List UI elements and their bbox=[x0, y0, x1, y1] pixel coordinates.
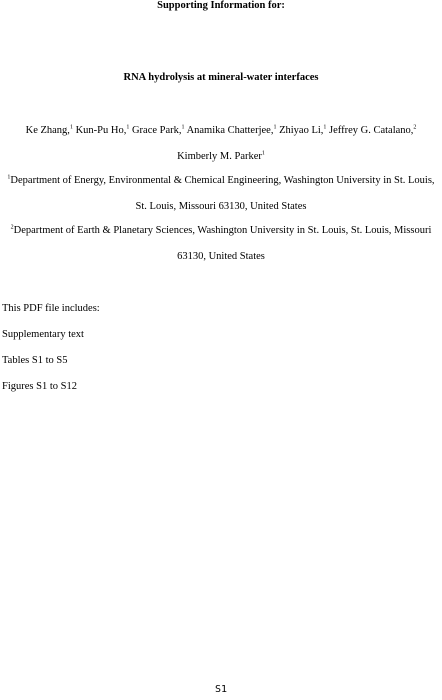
author-affiliation-marker: 1 bbox=[126, 124, 130, 131]
author-name: Zhiyao Li, bbox=[279, 125, 324, 136]
supporting-info-heading: Supporting Information for: bbox=[157, 0, 285, 11]
author-affiliation-marker: 1 bbox=[323, 124, 327, 131]
author-name: Anamika Chatterjee, bbox=[186, 125, 274, 136]
affiliation-line bbox=[3, 168, 439, 194]
author-name: Grace Park, bbox=[131, 125, 182, 136]
affiliation-line bbox=[3, 218, 439, 244]
author-name: Jeffrey G. Catalano, bbox=[329, 125, 414, 136]
author-name: Kun-Pu Ho, bbox=[75, 125, 127, 136]
author-affiliation-marker: 1 bbox=[261, 150, 265, 157]
author-list bbox=[0, 118, 442, 170]
author-affiliation-marker: 1 bbox=[273, 124, 277, 131]
author-affiliation-marker: 1 bbox=[69, 124, 73, 131]
affiliation-2 bbox=[3, 218, 439, 270]
affiliation-1 bbox=[3, 168, 439, 220]
author-name: Ke Zhang, bbox=[25, 125, 70, 136]
contents-item: Tables S1 to S5 bbox=[2, 355, 68, 366]
affiliation-text: Department of Earth & Planetary Sciences, Washington University in St. Louis, St. Louis, Missouri bbox=[13, 225, 432, 236]
author-name: Kimberly M. Parker bbox=[177, 151, 262, 162]
affiliation-text: Department of Energy, Environmental & Chemical Engineering, Washington University in St. Louis, bbox=[10, 175, 435, 186]
contents-item: Figures S1 to S12 bbox=[2, 381, 77, 392]
contents-item: Supplementary text bbox=[2, 329, 84, 340]
author-affiliation-marker: 2 bbox=[413, 124, 417, 131]
affiliation-line: 63130, United States bbox=[177, 251, 265, 262]
author-line-2 bbox=[0, 144, 442, 170]
page-number: S1 bbox=[214, 684, 228, 695]
author-affiliation-marker: 1 bbox=[181, 124, 185, 131]
paper-title: RNA hydrolysis at mineral-water interfaces bbox=[123, 72, 319, 83]
author-line-1 bbox=[0, 118, 442, 144]
affiliation-line: St. Louis, Missouri 63130, United States bbox=[135, 201, 307, 212]
affiliation-marker: 2 bbox=[10, 224, 14, 231]
pdf-contents-list bbox=[2, 296, 100, 400]
affiliation-marker: 1 bbox=[7, 174, 11, 181]
contents-heading: This PDF file includes: bbox=[2, 303, 100, 314]
